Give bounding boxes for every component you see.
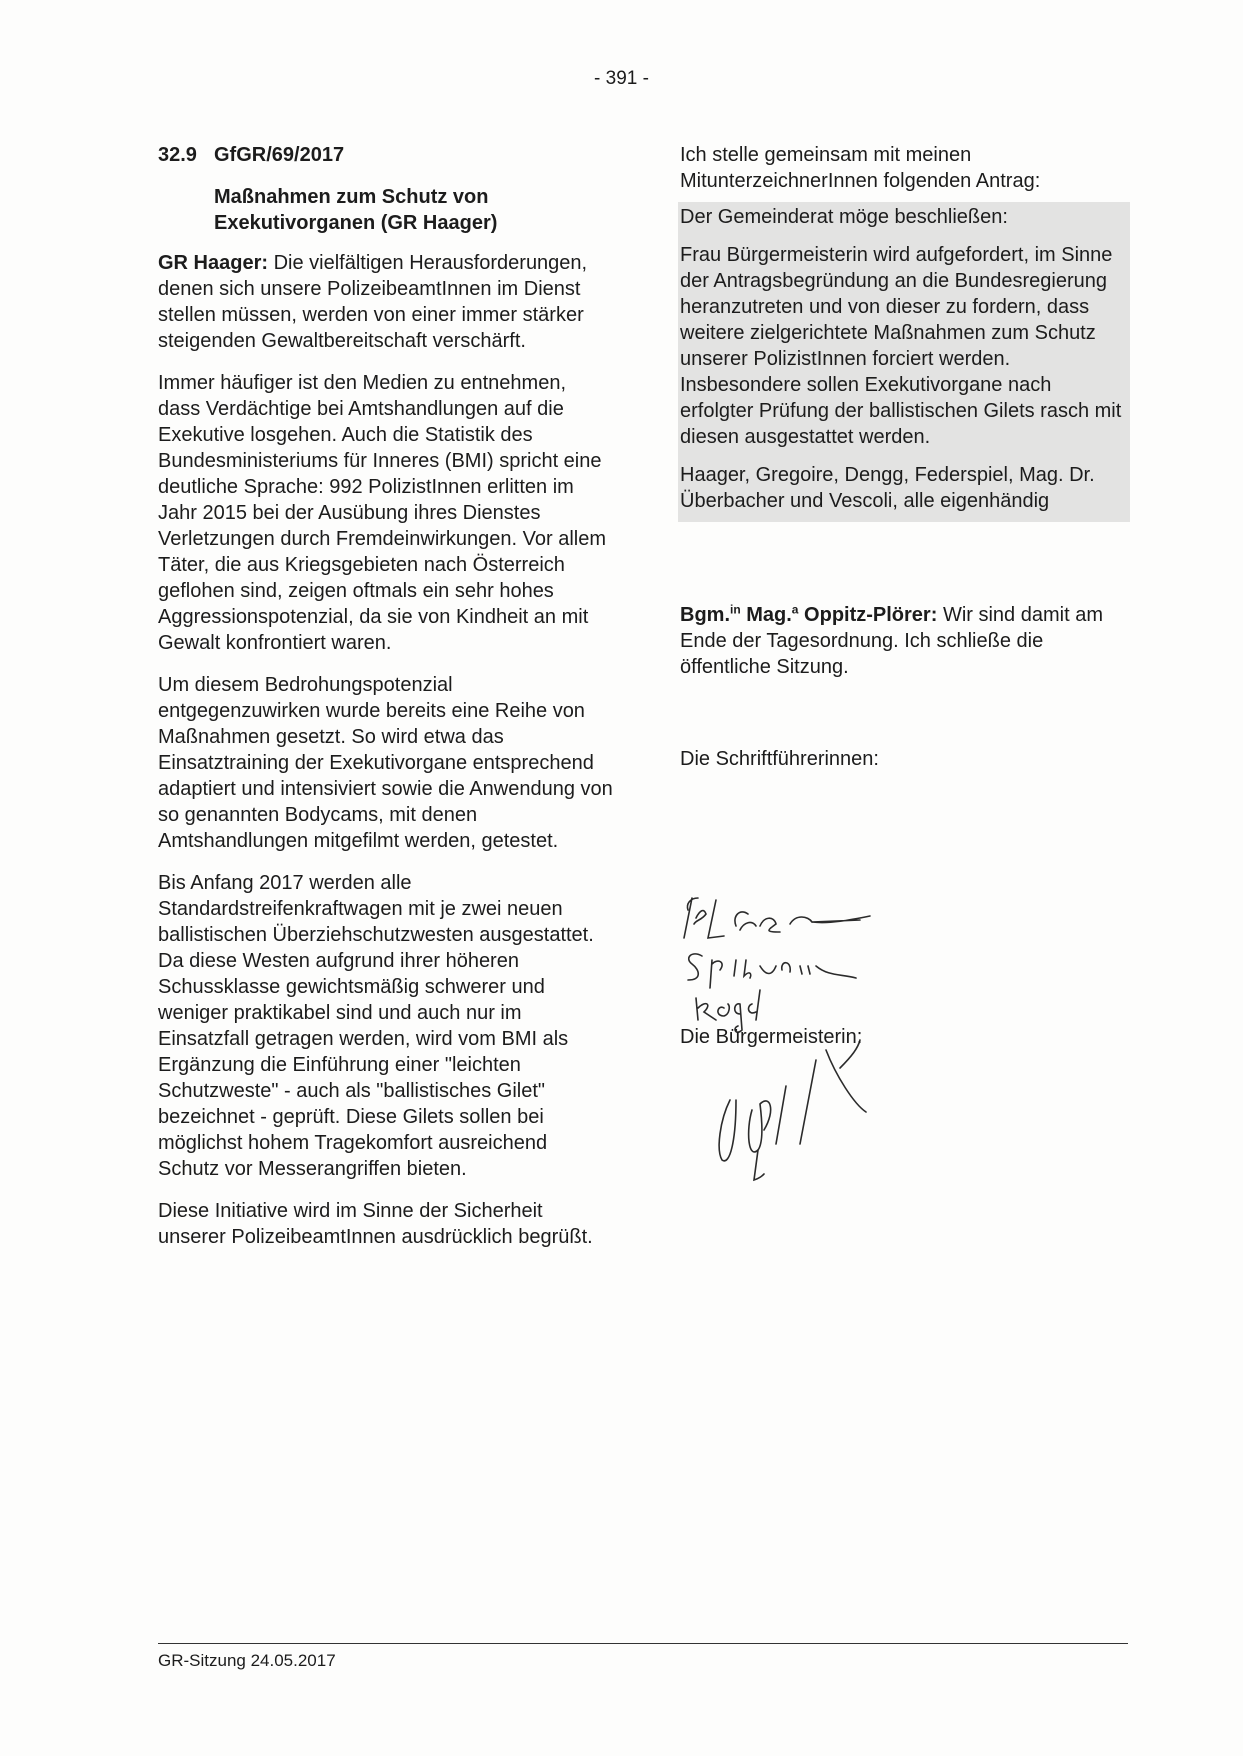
closing-speaker: Bgm.$^{in}$ Mag.$^a$ Oppitz-Plörer:	[680, 602, 938, 626]
speech-paragraph-5: Diese Initiative wird im Sinne der Sicherheit unserer PolizeibeamtInnen ausdrücklich begrüßt.	[158, 1200, 593, 1248]
agenda-item-number: 32.9	[158, 144, 197, 166]
left-column	[158, 142, 613, 1266]
right-column	[680, 142, 1130, 788]
speech-paragraph-1: GR Haager: Die vielfältigen Herausforderungen, denen sich unsere PolizeibeamtInnen im Dienst stellen müssen, werden von einer immer stärker steigenden Gewaltbereitschaft verschärft.	[158, 252, 588, 352]
footer: GR-Sitzung 24.05.2017	[158, 1651, 336, 1670]
mayor-label: Die Bürgermeisterin:	[680, 1026, 863, 1048]
secretaries-label: Die Schriftführerinnen:	[680, 748, 879, 770]
footer-rule	[158, 1643, 1128, 1644]
speech-paragraph-2: Immer häufiger ist den Medien zu entnehmen, dass Verdächtige bei Amtshandlungen auf die Exekutive losgehen. Auch die Statistik des Bundesministeriums für Inneres (BMI) spricht eine deutliche Sprache: 992 PolizistInnen erlitten im Jahr 2015 bei der Ausübung ihres Dienstes Verletzungen durch Fremdeinwirkungen. Vor allem Täter, die aus Kriegsgebieten nach Österreich geflohen sind, zeigen oftmals ein sehr hohes Aggressionspotenzial, da sie von Kindheit an mit Gewalt konfrontiert waren.	[158, 372, 607, 654]
closing-statement: Bgm.$^{in}$ Mag.$^a$ Oppitz-Plörer: Wir sind damit am Ende der Tagesordnung. Ich schließe die öffentliche Sitzung.	[680, 602, 1103, 678]
speech-paragraph-3: Um diesem Bedrohungspotenzial entgegenzuwirken wurde bereits eine Reihe von Maßnahmen gesetzt. So wird etwa das Einsatztraining der Exekutivorgane entsprechend adaptiert und intensiviert sowie die Anwendung von so genannten Bodycams, mit denen Amtshandlungen mitgefilmt werden, getestet.	[158, 674, 613, 852]
agenda-item-subject: Maßnahmen zum Schutz von Exekutivorganen (GR Haager)	[214, 186, 498, 234]
motion-box	[678, 202, 1130, 522]
page-number: - 391 -	[594, 68, 649, 89]
speech-paragraph-4: Bis Anfang 2017 werden alle Standardstreifenkraftwagen mit je zwei neuen ballistischen Überziehschutzwesten ausgestattet. Da diese Westen aufgrund ihrer höheren Schussklasse gewichtsmäßig schwerer und weniger praktikabel sind und auch nur im Einsatzfall getragen werden, wird vom BMI als Ergänzung die Einführung einer "leichten Schutzweste" - auch als "ballistisches Gilet" bezeichnet - geprüft. Diese Gilets sollen bei möglichst hohem Tragekomfort ausreichend Schutz vor Messerangriffen bieten.	[158, 872, 594, 1180]
motion-intro: Ich stelle gemeinsam mit meinen MitunterzeichnerInnen folgenden Antrag:	[680, 144, 1041, 192]
signature-area	[640, 880, 1060, 1200]
motion-text: Frau Bürgermeisterin wird aufgefordert, im Sinne der Antragsbegründung an die Bundesregierung heranzutreten und von dieser zu fordern, dass weitere zielgerichtete Maßnahmen zum Schutz unserer PolizistInnen forciert werden. Insbesondere sollen Exekutivorgane nach erfolgter Prüfung der ballistischen Gilets rasch mit diesen ausgestattet werden.	[680, 244, 1122, 448]
speaker-label: GR Haager:	[158, 252, 269, 274]
agenda-item-heading	[158, 142, 613, 168]
motion-heading: Der Gemeinderat möge beschließen:	[680, 206, 1008, 228]
agenda-item-code: GfGR/69/2017	[214, 144, 345, 166]
signatories: Haager, Gregoire, Dengg, Federspiel, Mag. Dr. Überbacher und Vescoli, alle eigenhändig	[680, 464, 1095, 512]
